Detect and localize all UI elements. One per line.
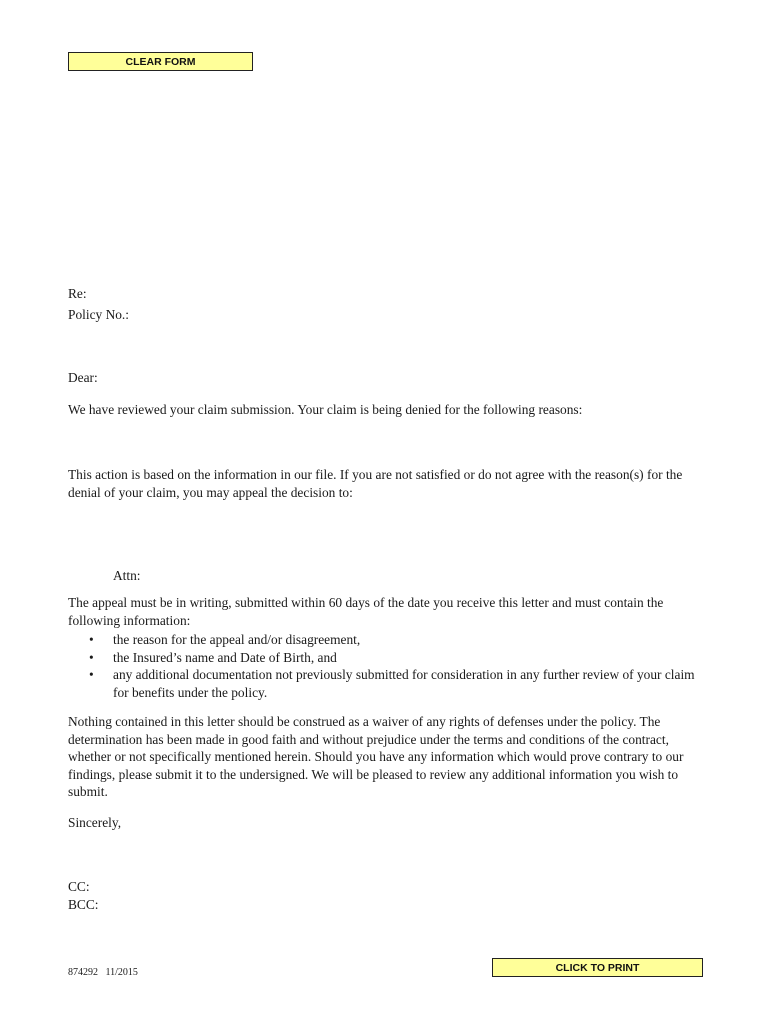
list-item	[68, 631, 700, 649]
cc-label: CC:	[68, 879, 90, 894]
requirements-list	[68, 631, 700, 701]
list-item	[68, 649, 700, 667]
click-to-print-button[interactable]: CLICK TO PRINT	[492, 958, 703, 977]
bullet-icon: •	[89, 649, 94, 665]
disclaimer-paragraph	[68, 713, 700, 801]
attn-label: Attn:	[113, 568, 141, 583]
appeal-requirements-paragraph	[68, 594, 700, 629]
closing: Sincerely,	[68, 815, 122, 830]
appeal-basis-paragraph	[68, 466, 700, 501]
intro-text: We have reviewed your claim submission. Your claim is being denied for the following reasons:	[68, 402, 583, 417]
bullet-icon: •	[89, 667, 94, 682]
list-item	[68, 666, 700, 701]
form-code: 874292 11/2015	[68, 967, 138, 978]
list-item-text: the Insured’s name and Date of Birth, and	[113, 649, 337, 665]
intro-paragraph	[68, 401, 700, 419]
policy-number-label: Policy No.:	[68, 307, 130, 322]
salutation: Dear:	[68, 370, 98, 385]
list-item-text: any additional documentation not previously submitted for consideration in any further review of your claim for benefits under the policy.	[113, 667, 695, 700]
re-label: Re:	[68, 286, 87, 301]
disclaimer-text: Nothing contained in this letter should be construed as a waiver of any rights of defenses under the policy. The determination has been made in good faith and without prejudice under the terms and conditions of the contract, whether or not specifically mentioned herein. Should you have any information which would prove contrary to our findings, please submit it to the undersigned. We will be pleased to review any additional information you wish to submit.	[68, 714, 684, 799]
appeal-requirements-text: The appeal must be in writing, submitted within 60 days of the date you receive this letter and must contain the following information:	[68, 595, 664, 628]
bullet-icon: •	[89, 632, 94, 647]
clear-form-button[interactable]: CLEAR FORM	[68, 52, 253, 71]
bcc-label: BCC:	[68, 897, 99, 912]
list-item-text: the reason for the appeal and/or disagreement,	[113, 632, 361, 647]
appeal-basis-text: This action is based on the information in our file. If you are not satisfied or do not agree with the reason(s) for the denial of your claim, you may appeal the decision to:	[68, 467, 683, 500]
